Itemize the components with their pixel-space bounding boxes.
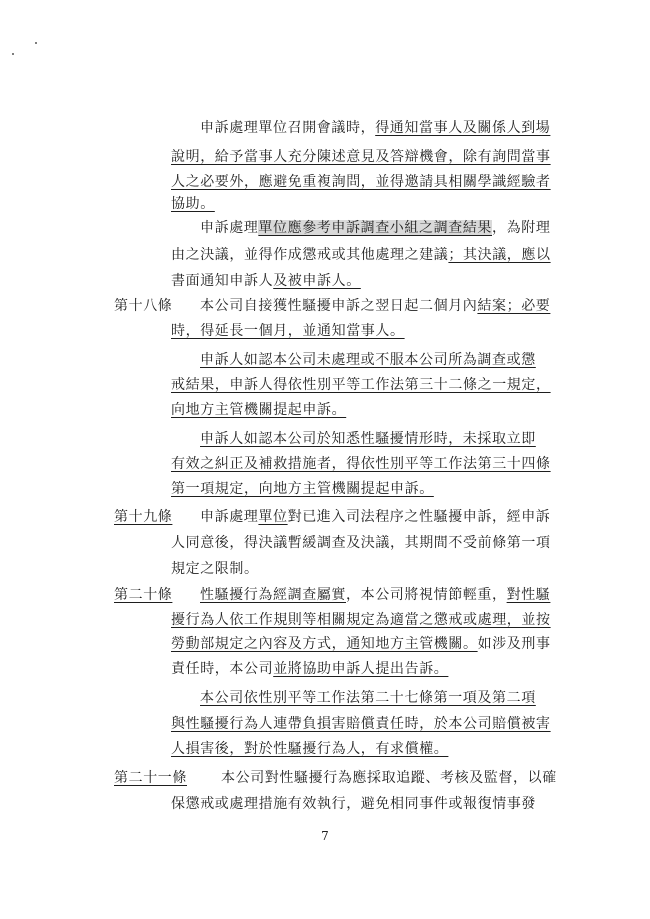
article-19-label: 第十九條	[114, 509, 173, 525]
a18-line8: 第一項規定，向地方主管機關提起申訴。	[171, 481, 434, 497]
a18-line7: 有效之糾正及補救措施者，得依性別平等工作法第三十四條	[171, 456, 551, 472]
para2-line2: 由之決議，並得作成懲戒或其他處理之建議；其決議，應以	[171, 247, 551, 263]
a19-line1: 申訴處理單位對已進入司法程序之性騷擾申訴，經申訴	[200, 509, 551, 525]
a18-line3: 申訴人如認本公司未處理或不服本公司所為調查或懲	[200, 352, 536, 368]
a18-line6: 申訴人如認本公司於知悉性騷擾情形時，未採取立即	[200, 431, 536, 447]
a21-line2: 保懲戒或處理措施有效執行，避免相同事件或報復情事發	[171, 796, 536, 812]
a19-line3: 規定之限制。	[171, 561, 259, 577]
para2-line1: 申訴處理單位應參考申訴調查小組之調查結果，為附理	[200, 220, 551, 236]
a19-line2: 人同意後，得決議暫緩調查及決議，其期間不受前條第一項	[171, 535, 551, 551]
article-18-label: 第十八條	[114, 298, 173, 314]
scan-speck	[35, 42, 37, 44]
a20-line7: 人損害後，對於性騷擾行為人，有求償權。	[171, 741, 449, 757]
a18-line1: 本公司自接獲性騷擾申訴之翌日起二個月內結案；必要	[200, 298, 551, 314]
a20-line5: 本公司依性別平等工作法第二十七條第一項及第二項	[200, 690, 536, 706]
para1-line1: 申訴處理單位召開會議時，得通知當事人及關係人到場	[200, 120, 551, 136]
a20-line1: 性騷擾行為經調查屬實，本公司將視情節輕重，對性騷	[200, 587, 551, 603]
a20-line3: 勞動部規定之內容及方式，通知地方主管機關。如涉及刑事	[171, 636, 551, 652]
a20-line4: 責任時，本公司並將協助申訴人提出告訴。	[171, 661, 449, 677]
a21-line1: 本公司對性騷擾行為應採取追蹤、考核及監督，以確	[221, 770, 557, 786]
para2-line3: 書面通知申訴人及被申訴人。	[171, 273, 361, 289]
article-20-label: 第二十條	[114, 587, 173, 603]
scan-speck	[12, 53, 14, 55]
a20-line2: 擾行為人依工作規則等相關規定為適當之懲戒或處理，並按	[171, 612, 551, 628]
para1-line4: 協助。	[171, 196, 215, 212]
article-21-label: 第二十一條	[114, 770, 187, 786]
a18-line4: 戒結果，申訴人得依性別平等工作法第三十二條之一規定，	[171, 377, 551, 393]
a18-line5: 向地方主管機關提起申訴。	[171, 402, 347, 418]
a20-line6: 與性騷擾行為人連帶負損害賠償責任時，於本公司賠償被害	[171, 716, 551, 732]
page-number: 7	[321, 829, 329, 843]
para1-line3: 人之必要外，應避免重複詢問，並得邀請具相關學識經驗者	[171, 174, 551, 190]
a18-line2: 時，得延長一個月，並通知當事人。	[171, 323, 405, 339]
para1-line2: 說明，給予當事人充分陳述意見及答辯機會，除有詢問當事	[171, 149, 551, 165]
